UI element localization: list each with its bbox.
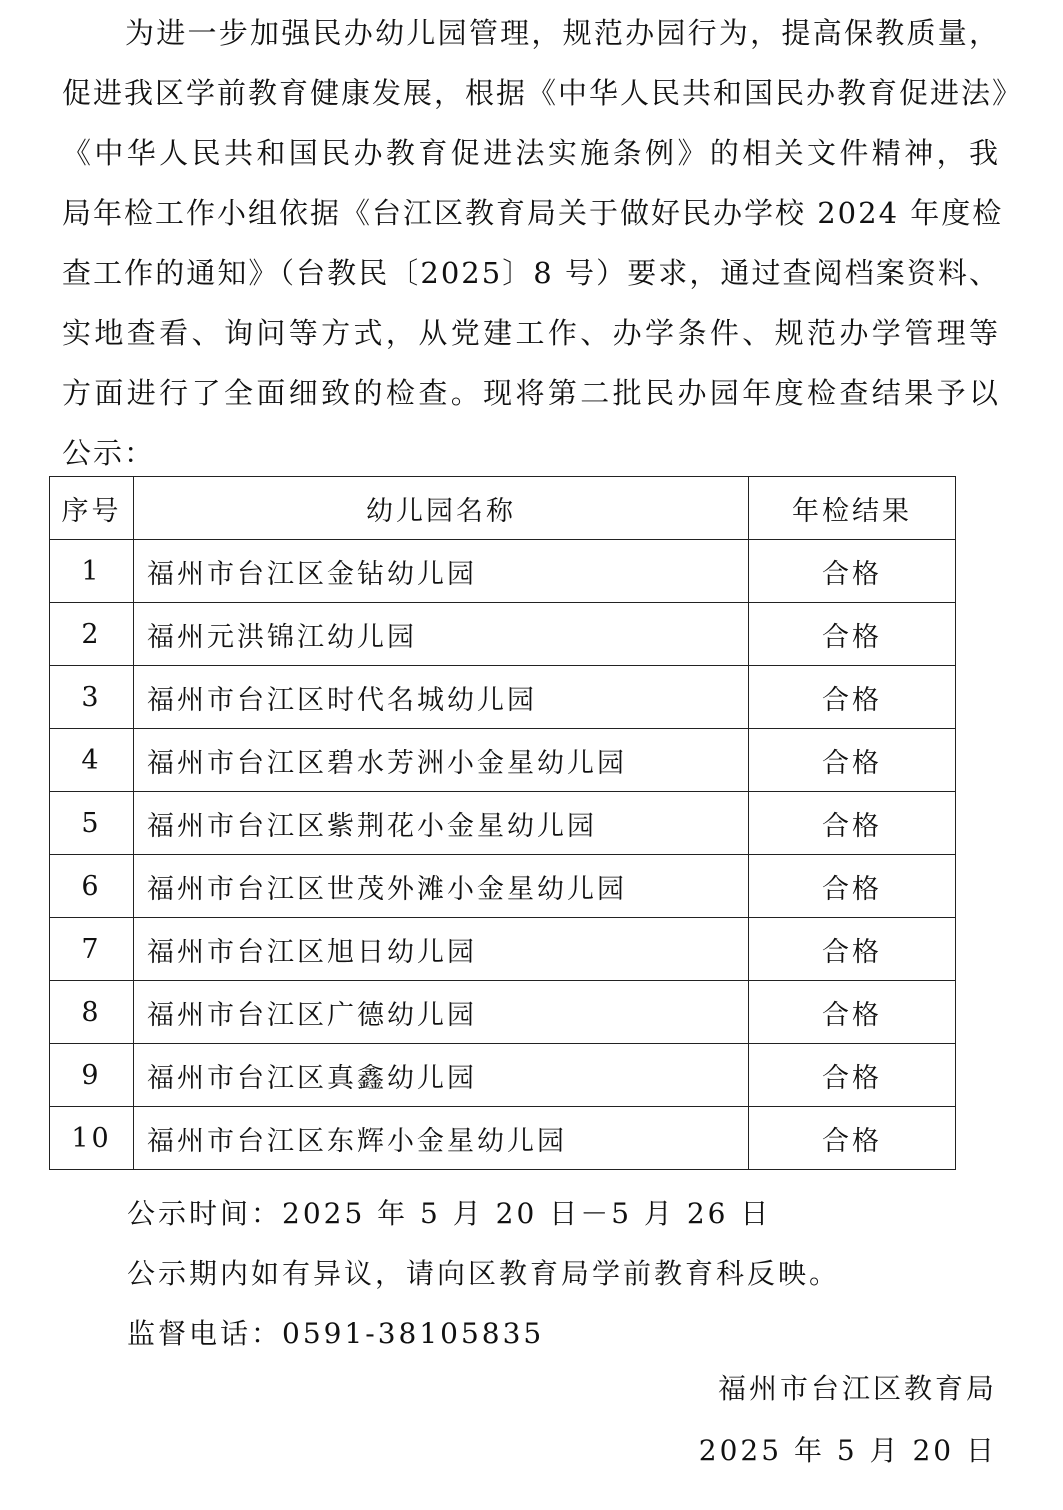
row-result: 合格	[749, 666, 956, 729]
row-serial: 6	[50, 855, 134, 918]
row-serial: 5	[50, 792, 134, 855]
row-result: 合格	[749, 981, 956, 1044]
row-result: 合格	[749, 540, 956, 603]
intro-line: 公示：	[62, 436, 156, 470]
row-kindergarten-name: 福州市台江区东辉小金星幼儿园	[134, 1107, 749, 1170]
intro-line: 《中华人民共和国民办教育促进法实施条例》的相关文件精神，我	[62, 136, 1000, 170]
intro-line: 查工作的通知》（台教民〔2025〕8 号）要求，通过查阅档案资料、	[62, 256, 1000, 290]
intro-line: 为进一步加强民办幼儿园管理，规范办园行为，提高保教质量，	[125, 16, 1000, 50]
publicity-period: 公示时间：2025 年 5 月 20 日－5 月 26 日	[127, 1197, 772, 1230]
table-row	[50, 981, 956, 1044]
row-kindergarten-name: 福州市台江区真鑫幼儿园	[134, 1044, 749, 1107]
row-serial: 4	[50, 729, 134, 792]
row-serial: 2	[50, 603, 134, 666]
row-kindergarten-name: 福州市台江区世茂外滩小金星幼儿园	[134, 855, 749, 918]
table-header-row	[50, 477, 956, 540]
row-result: 合格	[749, 918, 956, 981]
intro-line: 实地查看、询问等方式，从党建工作、办学条件、规范办学管理等	[62, 316, 1000, 350]
row-kindergarten-name: 福州市台江区碧水芳洲小金星幼儿园	[134, 729, 749, 792]
row-serial: 1	[50, 540, 134, 603]
table-row	[50, 666, 956, 729]
intro-line: 促进我区学前教育健康发展，根据《中华人民共和国民办教育促进法》	[62, 76, 1024, 110]
table-row	[50, 1107, 956, 1170]
row-kindergarten-name: 福州市台江区旭日幼儿园	[134, 918, 749, 981]
intro-line: 方面进行了全面细致的检查。现将第二批民办园年度检查结果予以	[62, 376, 1000, 410]
row-serial: 3	[50, 666, 134, 729]
table-row	[50, 918, 956, 981]
inspection-results-table	[49, 476, 956, 1170]
row-result: 合格	[749, 603, 956, 666]
row-kindergarten-name: 福州市台江区金钻幼儿园	[134, 540, 749, 603]
issuer-signature: 福州市台江区教育局	[717, 1372, 997, 1405]
table-row	[50, 1044, 956, 1107]
row-serial: 7	[50, 918, 134, 981]
table-row	[50, 855, 956, 918]
row-kindergarten-name: 福州市台江区广德幼儿园	[134, 981, 749, 1044]
row-result: 合格	[749, 729, 956, 792]
row-serial: 9	[50, 1044, 134, 1107]
row-kindergarten-name: 福州市台江区时代名城幼儿园	[134, 666, 749, 729]
header-kindergarten-name: 幼儿园名称	[134, 477, 749, 540]
header-result: 年检结果	[749, 477, 956, 540]
table-row	[50, 540, 956, 603]
header-serial: 序号	[50, 477, 134, 540]
row-result: 合格	[749, 1107, 956, 1170]
row-kindergarten-name: 福州市台江区紫荆花小金星幼儿园	[134, 792, 749, 855]
intro-line: 局年检工作小组依据《台江区教育局关于做好民办学校 2024 年度检	[62, 196, 1004, 230]
objection-notice: 公示期内如有异议，请向区教育局学前教育科反映。	[127, 1257, 841, 1290]
issue-date: 2025 年 5 月 20 日	[698, 1434, 997, 1467]
row-serial: 8	[50, 981, 134, 1044]
row-result: 合格	[749, 1044, 956, 1107]
row-serial: 10	[50, 1107, 134, 1170]
row-kindergarten-name: 福州元洪锦江幼儿园	[134, 603, 749, 666]
table-row	[50, 729, 956, 792]
table-row	[50, 792, 956, 855]
supervision-phone: 监督电话：0591-38105835	[127, 1317, 545, 1350]
table-row	[50, 603, 956, 666]
row-result: 合格	[749, 855, 956, 918]
intro-paragraph	[62, 10, 1024, 490]
row-result: 合格	[749, 792, 956, 855]
